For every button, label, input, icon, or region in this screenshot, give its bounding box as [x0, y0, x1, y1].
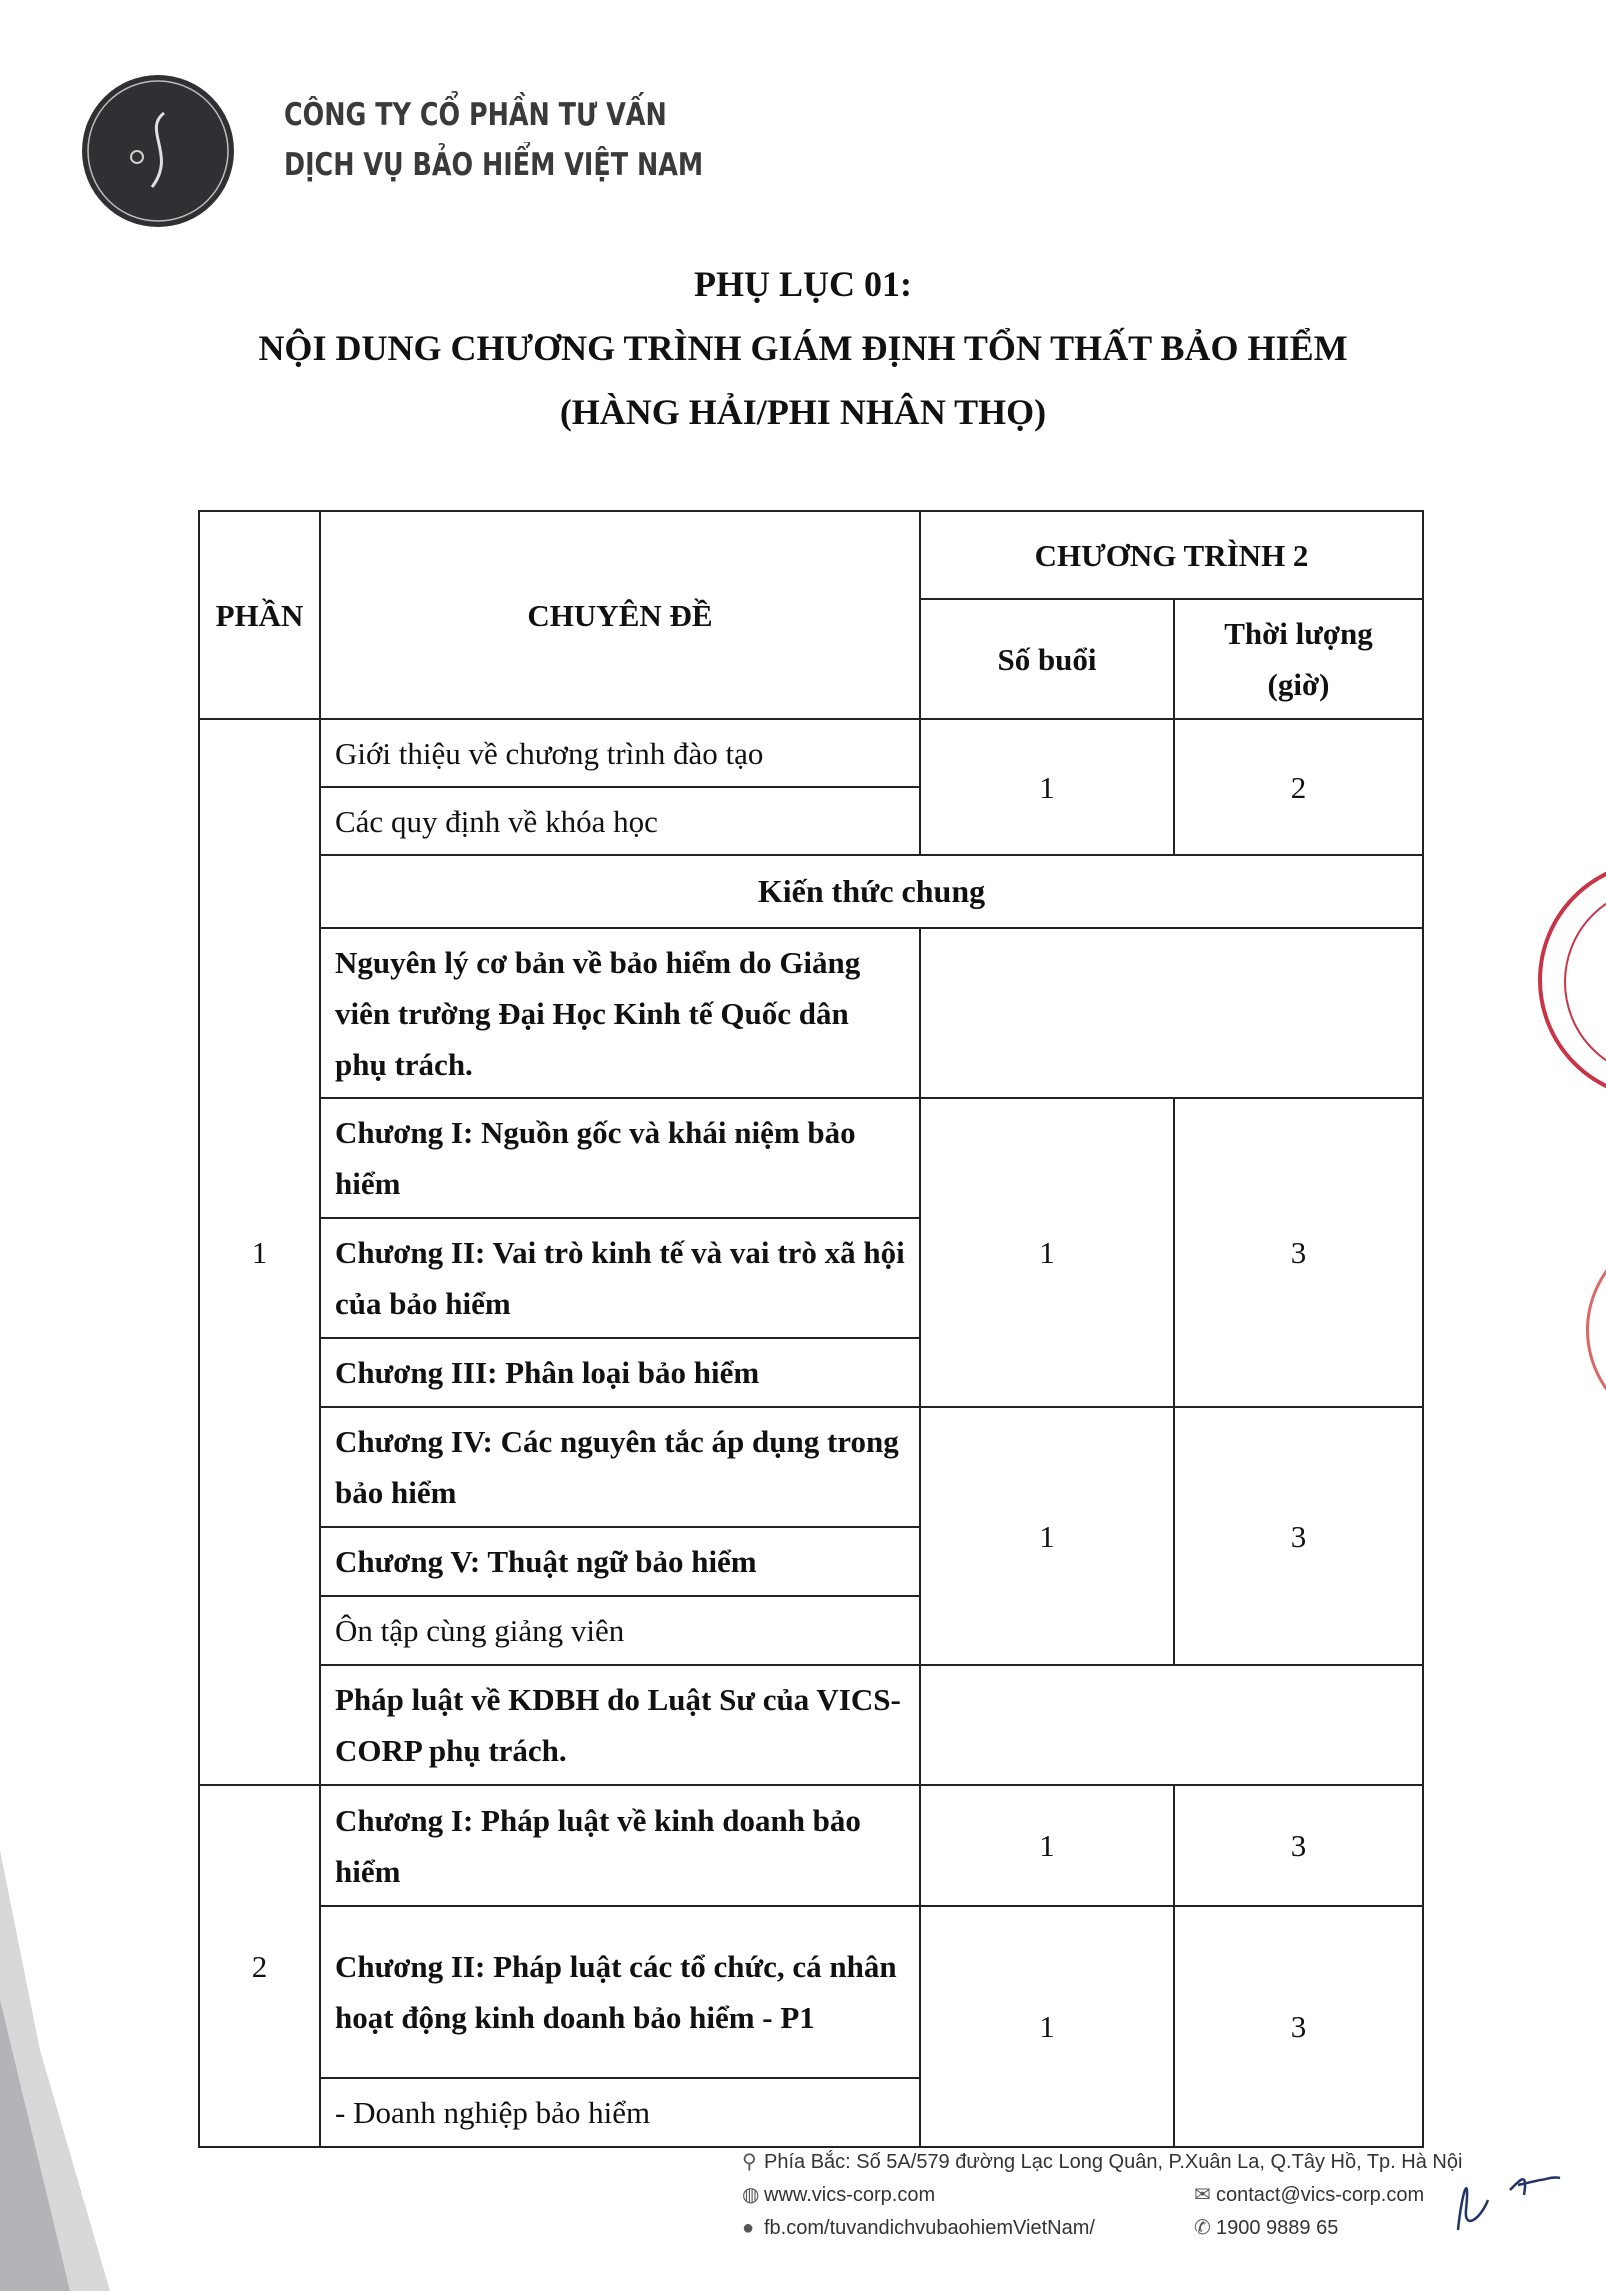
topic-cell: Giới thiệu về chương trình đào tạo — [320, 719, 920, 787]
header-program: CHƯƠNG TRÌNH 2 — [920, 511, 1423, 599]
hours-cell: 2 — [1174, 719, 1423, 855]
curriculum-table — [198, 510, 1424, 2148]
location-pin-icon: ⚲ — [742, 2151, 757, 2173]
sessions-cell: 1 — [920, 1906, 1174, 2147]
hours-cell: 3 — [1174, 1906, 1423, 2147]
header-thoi-luong — [1174, 599, 1423, 719]
table-row — [199, 719, 1423, 787]
empty-cell — [920, 928, 1423, 1097]
hours-cell: 3 — [1174, 1785, 1423, 1905]
table-row — [199, 1785, 1423, 1905]
company-name — [284, 90, 795, 190]
company-name-line1: CÔNG TY CỔ PHẦN TƯ VẤN — [284, 97, 667, 133]
topic-cell: Chương I: Pháp luật về kinh doanh bảo hiểm — [320, 1785, 920, 1905]
footer-address: Phía Bắc: Số 5A/579 đường Lạc Long Quân, P.Xuân La, Q.Tây Hồ, Tp. Hà Nội — [764, 2151, 1463, 2173]
topic-cell: Chương V: Thuật ngữ bảo hiểm — [320, 1527, 920, 1596]
table-row — [199, 928, 1423, 1097]
globe-icon: ◍ — [742, 2184, 760, 2206]
company-name-line2: DỊCH VỤ BẢO HIỂM VIỆT NAM — [284, 147, 704, 183]
footer-facebook[interactable]: fb.com/tuvandichvubaohiemVietNam/ — [764, 2217, 1095, 2239]
phone-icon: ✆ — [1194, 2217, 1211, 2239]
sessions-cell: 1 — [920, 719, 1174, 855]
topic-cell: Ôn tập cùng giảng viên — [320, 1596, 920, 1665]
table-row — [199, 1906, 1423, 2078]
topic-cell: Chương IV: Các nguyên tắc áp dụng trong bảo hiểm — [320, 1407, 920, 1527]
sessions-cell: 1 — [920, 1098, 1174, 1407]
logo-emblem-icon — [82, 75, 234, 227]
header-so-buoi: Số buổi — [920, 599, 1174, 719]
topic-cell: Các quy định về khóa học — [320, 787, 920, 855]
footer-email[interactable]: contact@vics-corp.com — [1216, 2184, 1425, 2206]
appendix-title: PHỤ LỤC 01: — [694, 264, 912, 304]
hours-cell: 3 — [1174, 1098, 1423, 1407]
header-chuyen-de: CHUYÊN ĐỀ — [320, 511, 920, 719]
footer-address-row — [742, 2146, 1463, 2179]
part-number: 2 — [199, 1785, 320, 2147]
red-seal-stamp-partial — [1586, 1220, 1606, 1440]
part-number: 1 — [199, 719, 320, 1785]
topic-cell: Pháp luật về KDBH do Luật Sư của VICS-CORP phụ trách. — [320, 1665, 920, 1785]
table-row — [199, 855, 1423, 928]
footer-phone[interactable]: 1900 9889 65 — [1216, 2217, 1339, 2239]
document-title — [0, 252, 1606, 444]
hours-cell: 3 — [1174, 1407, 1423, 1665]
topic-cell: Nguyên lý cơ bản về bảo hiểm do Giảng viên trường Đại Học Kinh tế Quốc dân phụ trách. — [320, 928, 920, 1097]
topic-cell: Chương II: Vai trò kinh tế và vai trò xã hội của bảo hiểm — [320, 1218, 920, 1338]
table-row — [199, 1407, 1423, 1527]
footer-contact — [742, 2146, 1463, 2245]
section-heading: Kiến thức chung — [320, 855, 1423, 928]
envelope-icon: ✉ — [1194, 2184, 1211, 2206]
topic-cell: Chương III: Phân loại bảo hiểm — [320, 1338, 920, 1407]
footer-web-row — [742, 2179, 1442, 2212]
table-row — [199, 1665, 1423, 1785]
footer-social-row — [742, 2212, 1442, 2245]
signature-icon — [1440, 2150, 1590, 2240]
header-phan: PHẦN — [199, 511, 320, 719]
red-seal-stamp — [1538, 860, 1606, 1100]
company-logo — [82, 75, 234, 227]
sessions-cell: 1 — [920, 1785, 1174, 1905]
header-thoi-luong-unit: (giờ) — [1267, 667, 1330, 703]
topic-cell: Chương I: Nguồn gốc và khái niệm bảo hiểm — [320, 1098, 920, 1218]
topic-cell: Chương II: Pháp luật các tổ chức, cá nhân hoạt động kinh doanh bảo hiểm - P1 — [320, 1906, 920, 2078]
topic-cell: - Doanh nghiệp bảo hiểm — [320, 2078, 920, 2147]
empty-cell — [920, 1665, 1423, 1785]
corner-decoration-icon — [0, 1850, 120, 2291]
program-title: NỘI DUNG CHƯƠNG TRÌNH GIÁM ĐỊNH TỔN THẤT BẢO HIỂM — [258, 328, 1348, 368]
sessions-cell: 1 — [920, 1407, 1174, 1665]
header-thoi-luong-label: Thời lượng — [1224, 616, 1373, 652]
table-row — [199, 1098, 1423, 1218]
program-subtitle: (HÀNG HẢI/PHI NHÂN THỌ) — [559, 392, 1047, 432]
facebook-icon: ● — [742, 2217, 755, 2239]
footer-website[interactable]: www.vics-corp.com — [764, 2184, 936, 2206]
